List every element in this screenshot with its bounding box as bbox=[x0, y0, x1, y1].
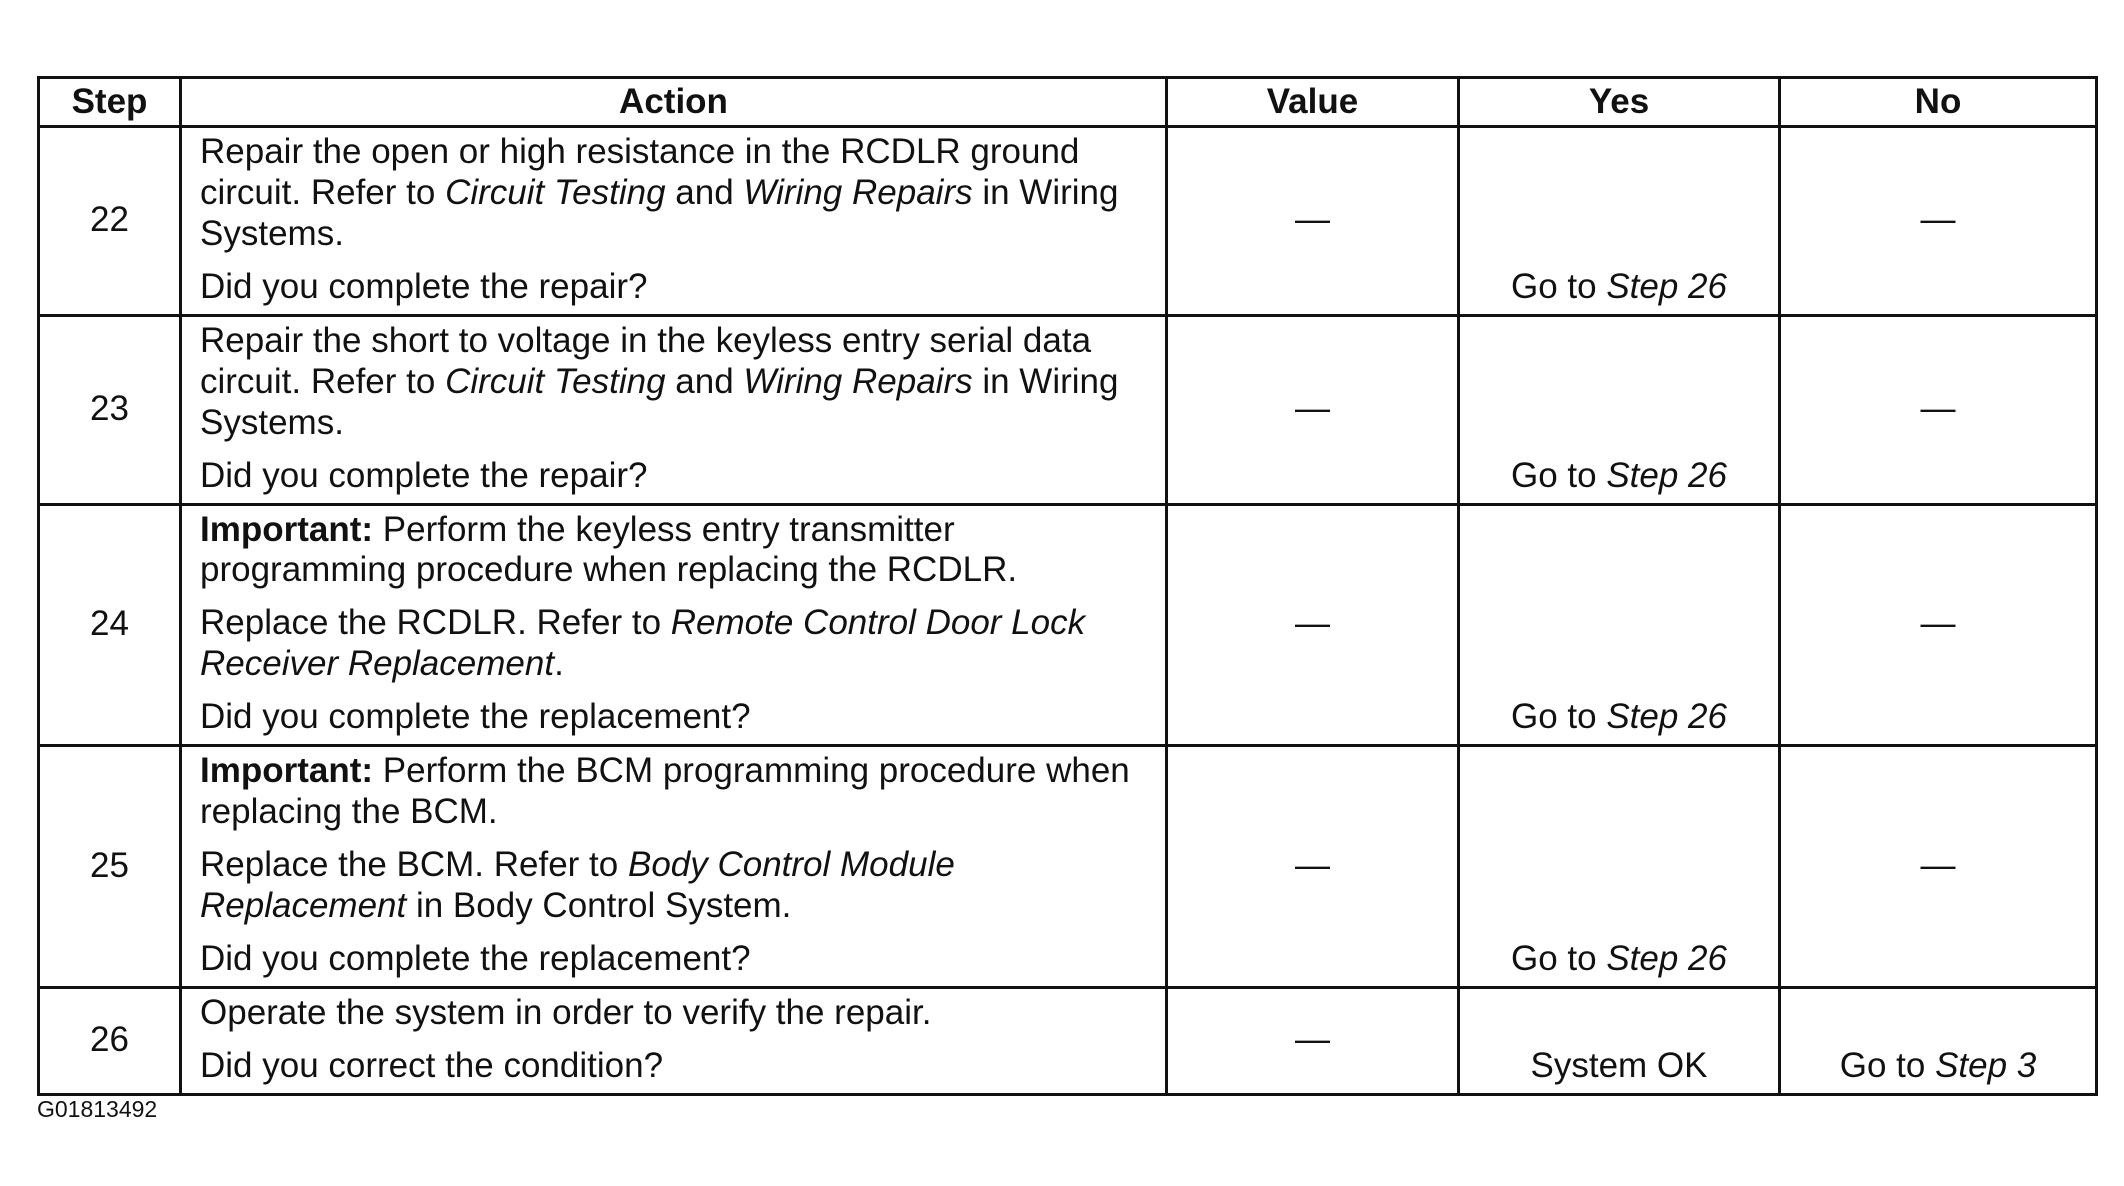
action-text: Replace the BCM. Refer to Body Control Module Replacement in Body Control System. bbox=[200, 845, 955, 925]
table-row bbox=[39, 746, 2097, 988]
no-cell: — bbox=[1780, 127, 2097, 316]
action-cell bbox=[181, 315, 1167, 504]
value-cell: — bbox=[1167, 746, 1459, 988]
header-value: Value bbox=[1167, 78, 1459, 127]
important-label: Important: bbox=[200, 751, 374, 791]
no-cell: — bbox=[1780, 504, 2097, 746]
doc-reference: Wiring Repairs bbox=[743, 361, 973, 401]
no-cell: Go to Step 3 bbox=[1780, 987, 2097, 1094]
step-number: 24 bbox=[39, 504, 181, 746]
header-row bbox=[39, 78, 2097, 127]
step-number: 25 bbox=[39, 746, 181, 988]
action-cell bbox=[181, 746, 1167, 988]
action-cell bbox=[181, 127, 1167, 316]
value-cell: — bbox=[1167, 315, 1459, 504]
step-number: 23 bbox=[39, 315, 181, 504]
doc-reference: Circuit Testing bbox=[445, 361, 666, 401]
action-text: Replace the RCDLR. Refer to Remote Control Door Lock Receiver Replacement. bbox=[200, 603, 1086, 684]
action-cell bbox=[181, 504, 1167, 746]
figure-id: G01813492 bbox=[37, 1096, 158, 1122]
step-number: 22 bbox=[39, 127, 181, 316]
step-reference: Step 26 bbox=[1606, 938, 1727, 978]
header-no: No bbox=[1780, 78, 2097, 127]
doc-reference: Remote Control Door Lock Receiver Replacement bbox=[200, 603, 1086, 684]
yes-cell: Go to Step 26 bbox=[1459, 746, 1780, 988]
yes-cell: Go to Step 26 bbox=[1459, 127, 1780, 316]
step-reference: Step 26 bbox=[1606, 455, 1727, 495]
value-cell: — bbox=[1167, 987, 1459, 1094]
step-reference: Step 26 bbox=[1606, 697, 1727, 737]
step-reference: Step 3 bbox=[1935, 1045, 2037, 1085]
important-label: Important: bbox=[200, 509, 374, 549]
header-yes: Yes bbox=[1459, 78, 1780, 127]
doc-reference: Body Control Module Replacement bbox=[200, 845, 955, 925]
action-question: Did you complete the repair? bbox=[200, 266, 648, 306]
no-cell: — bbox=[1780, 746, 2097, 988]
diagnostic-table bbox=[37, 76, 2098, 1096]
header-step: Step bbox=[39, 78, 181, 127]
step-reference: Step 26 bbox=[1606, 266, 1727, 306]
header-action: Action bbox=[181, 78, 1167, 127]
action-question: Did you complete the repair? bbox=[200, 455, 648, 495]
action-cell bbox=[181, 987, 1167, 1094]
yes-cell: Go to Step 26 bbox=[1459, 315, 1780, 504]
value-cell: — bbox=[1167, 504, 1459, 746]
important-note: Important: Perform the BCM programming procedure when replacing the BCM. bbox=[200, 751, 1130, 832]
action-question: Did you complete the replacement? bbox=[200, 697, 751, 737]
table-row bbox=[39, 987, 2097, 1094]
table-row bbox=[39, 127, 2097, 316]
action-question: Did you complete the replacement? bbox=[200, 938, 751, 978]
no-cell: — bbox=[1780, 315, 2097, 504]
value-cell: — bbox=[1167, 127, 1459, 316]
step-number: 26 bbox=[39, 987, 181, 1094]
yes-cell: System OK bbox=[1459, 987, 1780, 1094]
important-note: Important: Perform the keyless entry transmitter programming procedure when replacing the RCDLR. bbox=[200, 509, 1018, 590]
action-text: Repair the short to voltage in the keyless entry serial data circuit. Refer to Circuit Testing and Wiring Repairs in Wiring Systems. bbox=[200, 320, 1119, 442]
table-row bbox=[39, 315, 2097, 504]
action-text: Operate the system in order to verify the repair. bbox=[200, 992, 932, 1032]
doc-reference: Wiring Repairs bbox=[743, 172, 973, 212]
yes-cell: Go to Step 26 bbox=[1459, 504, 1780, 746]
action-text: Repair the open or high resistance in the RCDLR ground circuit. Refer to Circuit Testing and Wiring Repairs in Wiring Systems. bbox=[200, 132, 1119, 253]
table-row bbox=[39, 504, 2097, 746]
doc-reference: Circuit Testing bbox=[445, 172, 666, 212]
action-question: Did you correct the condition? bbox=[200, 1045, 664, 1085]
